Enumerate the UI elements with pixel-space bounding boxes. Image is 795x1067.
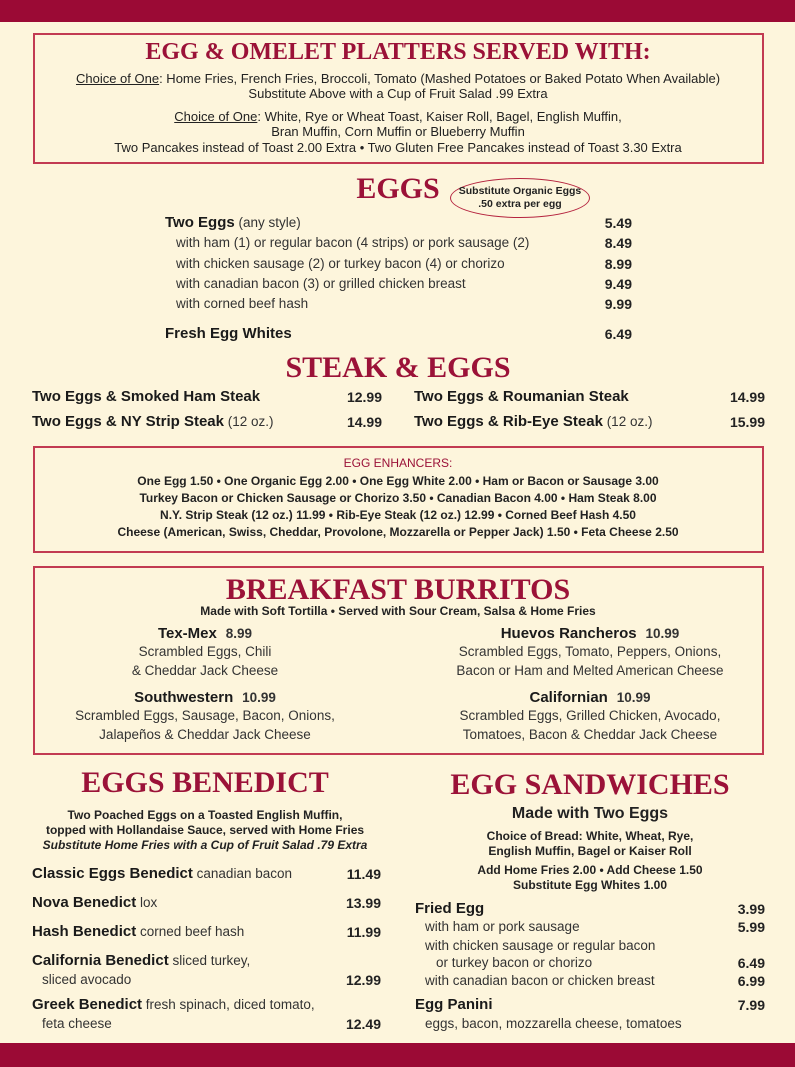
menu-item [414,389,629,405]
item-name: Greek Benedict [32,996,143,1013]
menu-item [32,953,250,969]
item-desc: eggs, bacon, mozzarella cheese, tomatoes [425,1016,682,1031]
item-name: California Benedict [32,952,169,969]
enhancers-line: Turkey Bacon or Chicken Sausage or Chorizo 3.50 • Canadian Bacon 4.00 • Ham Steak 8.00 [139,491,657,505]
platters-line-5: Two Pancakes instead of Toast 2.00 Extra • Two Gluten Free Pancakes instead of Toast 3.30 Extra [114,140,682,155]
item-desc: Scrambled Eggs, Chili [138,644,272,659]
item-name: Nova Benedict [32,894,137,911]
item-name: Huevos Rancheros [500,625,637,642]
item-note: (12 oz.) [223,414,274,429]
item-price: 10.99 [616,690,651,705]
item-name: Two Eggs & Roumanian Steak [414,388,629,405]
item-desc: Scrambled Eggs, Tomato, Peppers, Onions, [458,644,722,659]
sandwiches-subtitle: Made with Two Eggs [511,805,669,822]
item-note: sliced avocado [42,972,132,987]
item-note: corned beef hash [136,924,245,939]
eggs-title: EGGS [356,172,440,205]
item-price: 3.99 [737,901,765,917]
organic-note-2: .50 extra per egg [478,198,562,210]
item-price: 14.99 [346,414,382,430]
item-desc: with chicken sausage (2) or turkey bacon (4) or chorizo [176,256,505,271]
item-name: Hash Benedict [32,923,137,940]
burrito-heading [501,626,680,642]
item-price: 12.99 [346,389,382,405]
platters-line-4: Bran Muffin, Corn Muffin or Blueberry Muffin [271,124,525,139]
sandwiches-title: EGG SANDWICHES [450,768,730,801]
benedict-desc: topped with Hollandaise Sauce, served with Home Fries [45,823,365,837]
enhancers-line: N.Y. Strip Steak (12 oz.) 11.99 • Rib-Eye Steak (12 oz.) 12.99 • Corned Beef Hash 4.50 [160,508,636,522]
item-name: Classic Eggs Benedict [32,865,193,882]
enhancers-line: One Egg 1.50 • One Organic Egg 2.00 • One Egg White 2.00 • Ham or Bacon or Sausage 3.00 [137,474,659,488]
item-name: Egg Panini [415,996,493,1013]
item-desc: with chicken sausage or regular bacon [425,938,656,953]
item-desc: or turkey bacon or chorizo [436,955,593,970]
menu-item [32,414,274,430]
item-price: 12.49 [345,1016,381,1032]
item-name: Fresh Egg Whites [165,325,292,342]
item-name: Two Eggs & Smoked Ham Steak [32,388,261,405]
item-price: 11.49 [346,866,381,882]
menu-item [32,895,157,911]
burrito-heading [529,690,650,706]
item-price: 8.49 [604,235,632,251]
burritos-title: BREAKFAST BURRITOS [225,573,571,606]
item-price: 10.99 [242,690,276,705]
item-desc: with canadian bacon or chicken breast [425,973,655,988]
item-name: Southwestern [134,689,234,706]
item-price: 6.49 [737,955,765,971]
menu-item [165,215,301,231]
item-price: 8.99 [604,256,632,272]
burrito-heading [134,690,276,706]
item-desc: Scrambled Eggs, Sausage, Bacon, Onions, [75,708,335,723]
item-name: Two Eggs & NY Strip Steak [32,413,224,430]
item-desc: with canadian bacon (3) or grilled chicken breast [176,276,466,291]
platters-line-2: Substitute Above with a Cup of Fruit Salad .99 Extra [248,86,548,101]
benedict-desc: Two Poached Eggs on a Toasted English Muffin, [67,808,343,822]
enhancers-title: EGG ENHANCERS: [343,456,453,470]
item-price: 6.49 [604,326,632,342]
choice-text: : Home Fries, French Fries, Broccoli, Tomato (Mashed Potatoes or Baked Potato When Available) [159,71,721,86]
item-price: 12.99 [345,972,381,988]
benedict-desc: Substitute Home Fries with a Cup of Fruit Salad .79 Extra [42,838,368,852]
item-note: canadian bacon [192,866,292,881]
burrito-heading [158,626,252,642]
item-desc: with corned beef hash [176,296,309,311]
item-price: 6.99 [737,973,765,989]
item-desc: with ham or pork sausage [425,919,580,934]
item-note: (12 oz.) [602,414,653,429]
menu-item [32,924,244,940]
steak-title: STEAK & EGGS [285,351,511,384]
item-note: (any style) [234,215,301,230]
burritos-subtitle: Made with Soft Tortilla • Served with Sour Cream, Salsa & Home Fries [200,604,596,618]
choice-text: : White, Rye or Wheat Toast, Kaiser Roll, Bagel, English Muffin, [257,109,622,124]
sandwiches-line: Substitute Egg Whites 1.00 [512,878,668,892]
item-desc: with ham (1) or regular bacon (4 strips) or pork sausage (2) [176,235,530,250]
item-price: 8.99 [225,626,253,641]
item-price: 9.99 [604,296,632,312]
bottom-bar [0,1043,795,1067]
item-desc: Tomatoes, Bacon & Cheddar Jack Cheese [462,727,718,742]
item-desc: Scrambled Eggs, Grilled Chicken, Avocado, [459,708,721,723]
item-name: Two Eggs & Rib-Eye Steak [414,413,603,430]
menu-item [32,866,292,882]
sandwiches-line: Add Home Fries 2.00 • Add Cheese 1.50 [477,863,703,877]
enhancers-line: Cheese (American, Swiss, Cheddar, Provolone, Mozzarella or Pepper Jack) 1.50 • Feta Cheese 2.50 [117,525,679,539]
menu-item [32,997,315,1013]
item-price: 14.99 [729,389,765,405]
item-note: sliced turkey, [168,953,251,968]
top-bar [0,0,795,22]
sandwiches-line: Choice of Bread: White, Wheat, Rye, [486,829,694,843]
item-note: lox [136,895,158,910]
item-desc: & Cheddar Jack Cheese [131,663,279,678]
item-price: 13.99 [345,895,381,911]
item-price: 7.99 [737,997,765,1013]
item-price: 5.49 [604,215,632,231]
organic-note-1: Substitute Organic Eggs [458,185,582,197]
item-note: fresh spinach, diced tomato, [142,997,315,1012]
sandwiches-line: English Muffin, Bagel or Kaiser Roll [488,844,692,858]
item-name: Tex-Mex [157,625,217,642]
choice-label: Choice of One [75,71,160,86]
item-name: Two Eggs [165,214,235,231]
benedict-title: EGGS BENEDICT [81,766,329,799]
item-price: 5.99 [737,919,765,935]
platters-line-3 [174,110,622,123]
item-note: feta cheese [42,1016,112,1031]
item-desc: Bacon or Ham and Melted American Cheese [456,663,724,678]
item-price: 9.49 [604,276,632,292]
item-name: Californian [529,689,608,706]
platters-line-1 [76,72,720,85]
item-desc: Jalapeños & Cheddar Jack Cheese [99,727,311,742]
menu-item [32,389,260,405]
item-price: 15.99 [729,414,765,430]
item-price: 10.99 [645,626,680,641]
platters-title: EGG & OMELET PLATTERS SERVED WITH: [145,39,651,65]
item-price: 11.99 [346,924,381,940]
menu-item [414,414,652,430]
item-name: Fried Egg [415,900,485,917]
choice-label: Choice of One [174,109,258,124]
